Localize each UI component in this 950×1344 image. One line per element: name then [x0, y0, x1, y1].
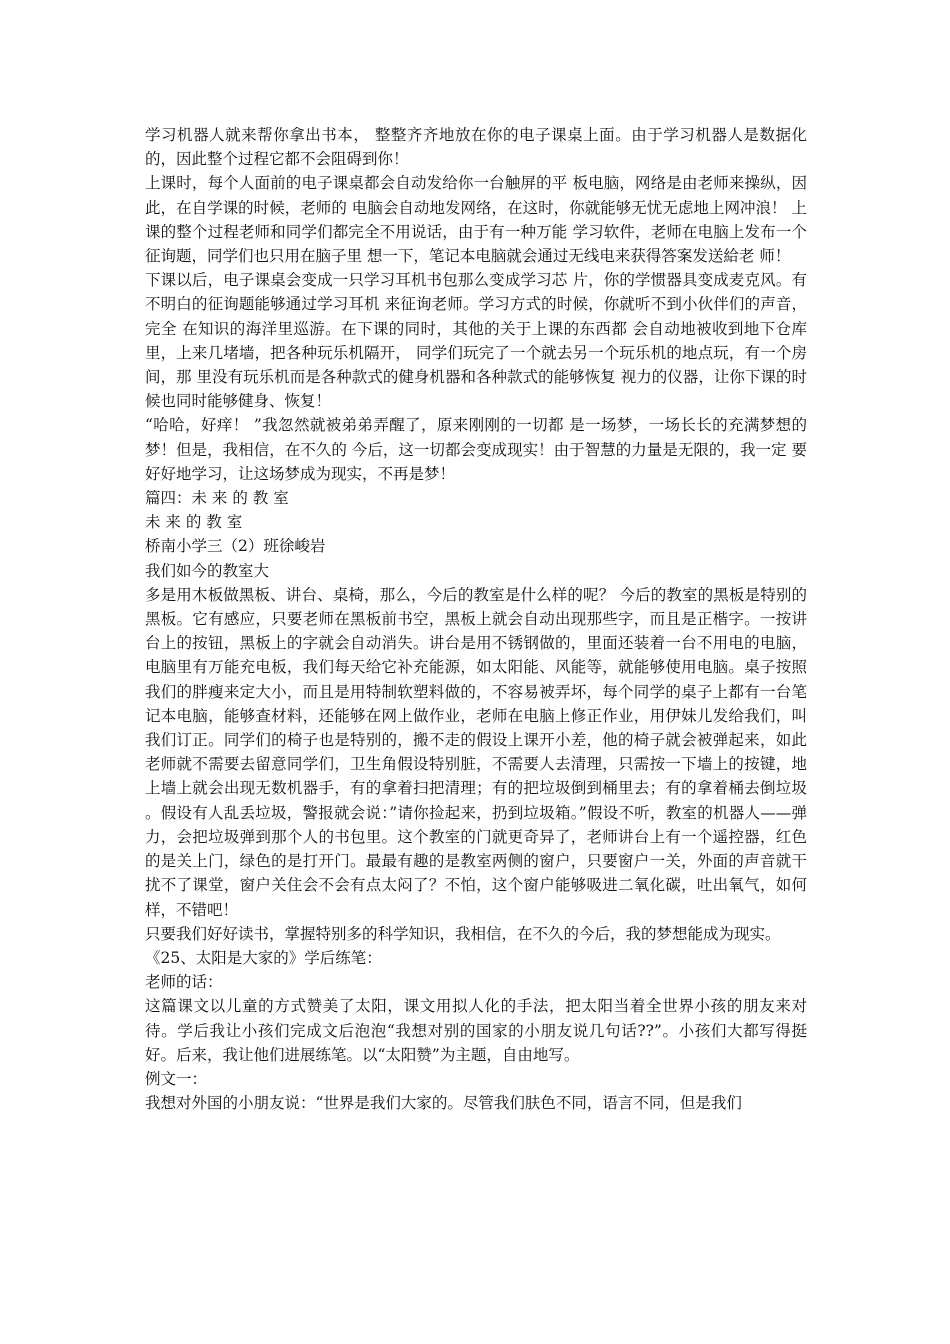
paragraph-dream-ending: “哈哈，好痒！ ”我忽然就被弟弟弄醒了，原来刚刚的一切都 是一场梦，一场长长的充满梦想的梦！但是，我相信，在不久的 今后，这一切都会变成现实！由于智慧的力量是无限的，我一定 要好好地学习，让这场梦成为现实，不再是梦！ [145, 416, 807, 483]
paragraph-future-classroom: 多是用木板做黑板、讲台、桌椅，那么，今后的教室是什么样的呢？ 今后的教室的黑板是特别的黑板。它有感应，只要老师在黑板前书空，黑板上就会自动出现那些字，而且是正楷字。一按讲台上的按钮，黑板上的字就会自动消失。讲台是用不锈钢做的，里面还装着一台不用电的电脑，电脑里有万能充电板，我们每天给它补充能源，如太阳能、风能等，就能够使用电脑。桌子按照我们的胖瘦来定大小，而且是用特制软塑料做的，不容易被弄坏，每个同学的桌子上都有一台笔记本电脑，能够查材料，还能够在网上做作业，老师在电脑上修正作业，用伊妹儿发给我们，叫我们订正。同学们的椅子也是特别的，搬不走的假设上课开小差，他的椅子就会被弹起来，如此老师就不需要去留意同学们，卫生角假设特别脏，不需要人去清理，只需按一下墙上的按键，地上墙上就会出现无数机器手，有的拿着扫把清理；有的把垃圾倒到桶里去；有的拿着桶去倒垃圾 。假设有人乱丢垃圾，警报就会说：”请你捡起来，扔到垃圾箱。”假设不听，教室的机器人——弹力，会把垃圾弹到那个人的书包里。这个教室的门就更奇异了，老师讲台上有一个遥控器，红色的是关上门，绿色的是打开门。最最有趣的是教室两侧的窗户，只要窗户一关，外面的声音就干扰不了课堂，窗户关住会不会有点太闷了？不怕，这个窗户能够吸进二氧化碳，吐出氧气，如何样，不错吧！ [145, 585, 807, 919]
document-body [145, 123, 807, 1115]
paragraph-teacher-words: 这篇课文以儿童的方式赞美了太阳，课文用拟人化的手法，把太阳当着全世界小孩的朋友来对待。学后我让小孩们完成文后泡泡“我想对别的国家的小朋友说几句话??”。小孩们大都写得挺好。后来，我让他们进展练笔。以“太阳赞”为主题，自由地写。 [145, 997, 807, 1064]
essay-author: 桥南小学三（2）班徐峻岩 [145, 537, 326, 556]
teacher-words-heading: 老师的话： [145, 973, 223, 992]
paragraph-conclusion: 只要我们好好读书，掌握特别多的科学知识，我相信，在不久的今后，我的梦想能成为现实。 [145, 924, 781, 943]
section-heading-lesson-25: 《25、太阳是大家的》学后练笔： [145, 948, 382, 967]
section-heading-part-four: 篇四：未 来 的 教 室 [145, 489, 289, 508]
paragraph-after-class: 下课以后，电子课桌会变成一只学习耳机书包那么变成学习芯 片，你的学惯器具变成麦克风。有不明白的征询题能够通过学习耳机 来征询老师。学习方式的时候，你就听不到小伙伴们的声音，完全 在知识的海洋里巡游。在下课的同时，其他的关于上课的东西都 会自动地被收到地下仓库里，上来几堵墙，把各种玩乐机隔开， 同学们玩完了一个就去另一个玩乐机的地点玩，有一个房间，那 里没有玩乐机而是各种款式的健身机器和各种款式的能够恢复 视力的仪器，让你下课的时候也同时能够健身、恢复！ [145, 271, 807, 411]
paragraph-robot-books: 学习机器人就来帮你拿出书本， 整整齐齐地放在你的电子课桌上面。由于学习机器人是数据化 的，因此整个过程它都不会阻碍到你！ [145, 126, 807, 169]
paragraph-class-time: 上课时，每个人面前的电子课桌都会自动发给你一台触屏的平 板电脑，网络是由老师来操纵，因此，在自学课的时候，老师的 电脑会自动地发网络，在这时，你就能够无忧无虑地上网冲浪！ 上课的整个过程老师和同学们都完全不用说话，由于有一种万能 学习软件，老师在电脑上发布一个征询题，同学们也只用在脑子里 想一下，笔记本电脑就会通过无线电来获得答案发送給老 师！ [145, 174, 807, 266]
paragraph-classroom-intro: 我们如今的教室大 [145, 561, 270, 580]
example-heading: 例文一： [145, 1069, 208, 1088]
essay-title: 未 来 的 教 室 [145, 513, 243, 532]
paragraph-example-one: 我想对外国的小朋友说：“世界是我们大家的。尽管我们肤色不同，语言不同，但是我们 [145, 1094, 742, 1113]
